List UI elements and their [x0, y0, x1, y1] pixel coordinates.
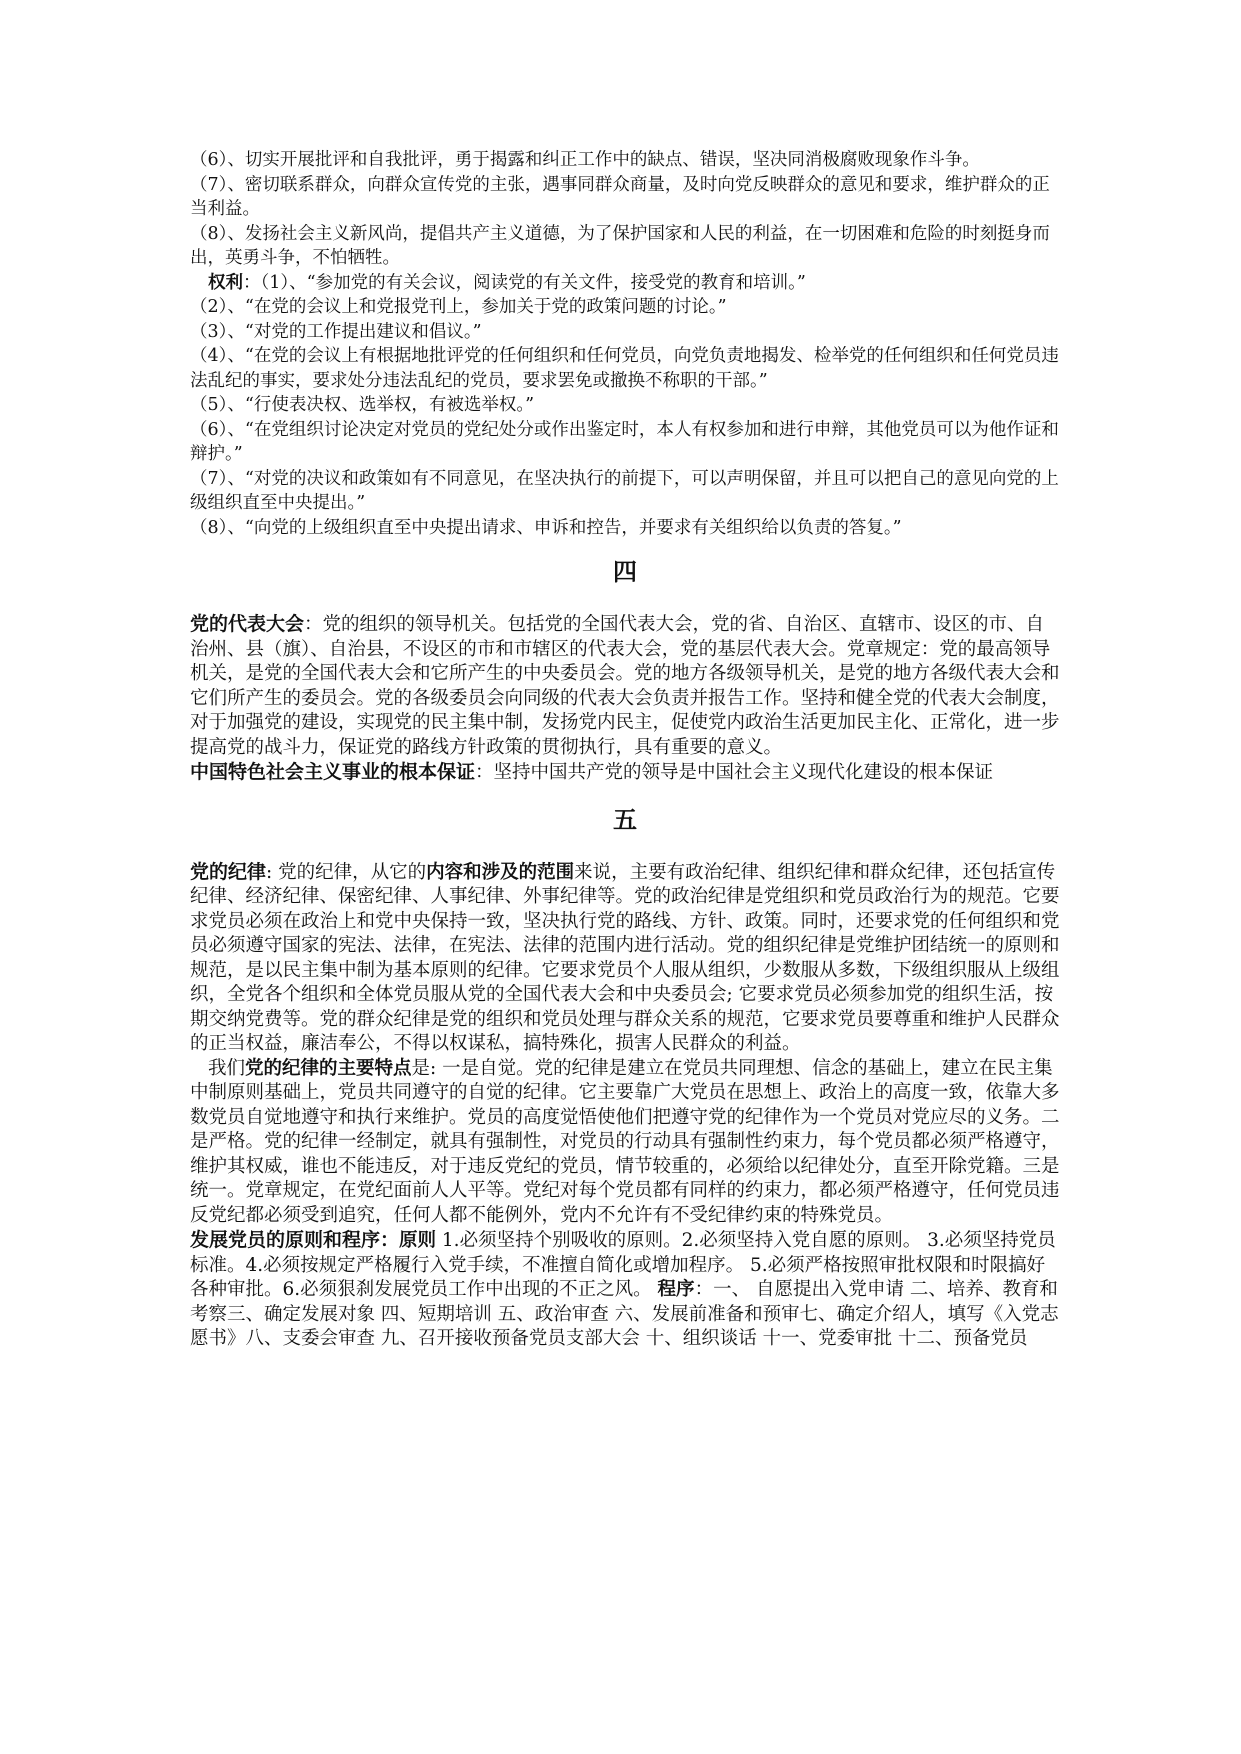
- rights-item-4: （4）、“在党的会议上有根据地批评党的任何组织和任何党员，向党负责地揭发、检举党的任何组织和任何党员违法乱纪的事实，要求处分违法乱纪的党员，要求罢免或撤换不称职的干部。”: [190, 346, 1059, 391]
- rights-item-7: （7）、“对党的决议和政策如有不同意见，在坚决执行的前提下，可以声明保留，并且可以把自己的意见向党的上级组织直至中央提出。”: [190, 468, 1059, 513]
- obligation-8: （8）、发扬社会主义新风尚，提倡共产主义道德，为了保护国家和人民的利益，在一切困难和危险的时刻挺身而出，英勇斗争，不怕牺牲。: [190, 223, 1050, 268]
- rights-item-1: [190, 271, 1060, 296]
- procedure-text: ：一、 自愿提出入党申请 二、培养、教育和考察三、确定发展对象 四、短期培训 五、政治审查 六、发展前准备和预审七、确定介绍人，填写《入党志愿书》八、支委会审查 九、召开接收预备党员支部大会 十、组织谈话 十一、党委审批 十二、预备党员: [190, 1279, 1059, 1349]
- features-term: 党的纪律的主要特点: [245, 1057, 412, 1079]
- discipline-pre: : 党的纪律，从它的: [266, 861, 427, 883]
- congress-paragraph: [190, 612, 1060, 760]
- rights-item-5: （5）、“行使表决权、选举权，有被选举权。”: [190, 395, 535, 415]
- section-heading-4: 四: [613, 558, 637, 586]
- guarantee-term: 中国特色社会主义事业的根本保证: [190, 761, 476, 783]
- rights-item-3: （3）、“对党的工作提出建议和倡议。”: [190, 321, 482, 342]
- discipline-text: 来说，主要有政治纪律、组织纪律和群众纪律，还包括宣传纪律、经济纪律、保密纪律、人事纪律、外事纪律等。党的政治纪律是党组织和党员政治行为的规范。它要求党员必须在政治上和党中央保持一致，坚决执行党的路线、方针、政策。同时，还要求党的任何组织和党员必须遵守国家的宪法、法律，在宪法、法律的范围内进行活动。党的组织纪律是党维护团结统一的原则和规范，是以民主集中制为基本原则的纪律。它要求党员个人服从组织，少数服从多数，下级组织服从上级组织，全党各个组织和全体党员服从党的全国代表大会和中央委员会; 它要求党员必须参加党的组织生活，按期交纳党费等。党的群众纪律是党的组织和党员处理与群众关系的规范，它要求党员要尊重和维护人民群众的正当权益，廉洁奉公，不得以权谋私，搞特殊化，损害人民群众的利益。: [190, 861, 1060, 1054]
- procedure-label: 程序: [657, 1279, 695, 1300]
- document-body: [190, 148, 1060, 1352]
- congress-term: 党的代表大会: [190, 613, 305, 635]
- obligation-6: （6）、切实开展批评和自我批评，勇于揭露和纠正工作中的缺点、错误，坚决同消极腐败现象作斗争。: [190, 150, 980, 170]
- rights-label: 权利: [208, 272, 243, 293]
- discipline-paragraph: [190, 860, 1060, 1057]
- section-heading-5: 五: [613, 805, 637, 834]
- obligation-7: （7）、密切联系群众，向群众宣传党的主张，遇事同群众商量，及时向党反映群众的意见和要求，维护群众的正当利益。: [190, 174, 1050, 219]
- guarantee-paragraph: [190, 760, 1060, 786]
- develop-term: 发展党员的原则和程序：: [190, 1229, 400, 1251]
- rights-item-8: （8）、“向党的上级组织直至中央提出请求、申诉和控告，并要求有关组织给以负责的答复。”: [190, 517, 902, 538]
- features-paragraph: [190, 1057, 1060, 1229]
- rights-item-2: （2）、“在党的会议上和党报党刊上，参加关于党的政策问题的讨论。”: [190, 297, 727, 317]
- principle-text: 1.必须坚持个别吸收的原则。2.必须坚持入党自愿的原则。 3.必须坚持党员标准。4.必须按规定严格履行入党手续，不准擅自简化或增加程序。 5.必须严格按照审批权限和时限搞好各种审批。6.必须狠刹发展党员工作中出现的不正之风。: [190, 1230, 1056, 1300]
- develop-paragraph: [190, 1228, 1060, 1352]
- rights-item-1-text: ：（1）、“参加党的有关会议，阅读党的有关文件，接受党的教育和培训。”: [243, 272, 806, 293]
- congress-text: ：党的组织的领导机关。包括党的全国代表大会，党的省、自治区、直辖市、设区的市、自治州、县（旗）、自治县，不设区的市和市辖区的代表大会，党的基层代表大会。党章规定：党的最高领导机关，是党的全国代表大会和它所产生的中央委员会。党的地方各级领导机关，是党的地方各级代表大会和它们所产生的委员会。党的各级委员会向同级的代表大会负责并报告工作。坚持和健全党的代表大会制度，对于加强党的建设，实现党的民主集中制，发扬党内民主，促使党内政治生活更加民主化、正常化，进一步提高党的战斗力，保证党的路线方针政策的贯彻执行，具有重要的意义。: [190, 614, 1060, 758]
- features-pre: 我们: [208, 1057, 246, 1079]
- guarantee-text: ：坚持中国共产党的领导是中国社会主义现代化建设的根本保证: [475, 762, 994, 783]
- features-text: 是: 一是自觉。党的纪律是建立在党员共同理想、信念的基础上，建立在民主集中制原则基础上，党员共同遵守的自觉的纪律。它主要靠广大党员在思想上、政治上的高度一致，依靠大多数党员自觉地遵守和执行来维护。党员的高度觉悟使他们把遵守党的纪律作为一个党员对党应尽的义务。二是严格。党的纪律一经制定，就具有强制性，对党员的行动具有强制性约束力，每个党员都必须严格遵守，维护其权威，谁也不能违反，对于违反党纪的党员，情节较重的，必须给以纪律处分，直至开除党籍。三是统一。党章规定，在党纪面前人人平等。党纪对每个党员都有同样的约束力，都必须严格遵守，任何党员违反党纪都必须受到追究，任何人都不能例外，党内不允许有不受纪律约束的特殊党员。: [190, 1057, 1060, 1226]
- rights-item-6: （6）、“在党组织讨论决定对党员的党纪处分或作出鉴定时，本人有权参加和进行申辩，其他党员可以为他作证和辩护。”: [190, 419, 1059, 464]
- discipline-scope: 内容和涉及的范围: [426, 861, 575, 883]
- discipline-term: 党的纪律: [190, 860, 267, 883]
- principle-label: 原则: [399, 1230, 437, 1251]
